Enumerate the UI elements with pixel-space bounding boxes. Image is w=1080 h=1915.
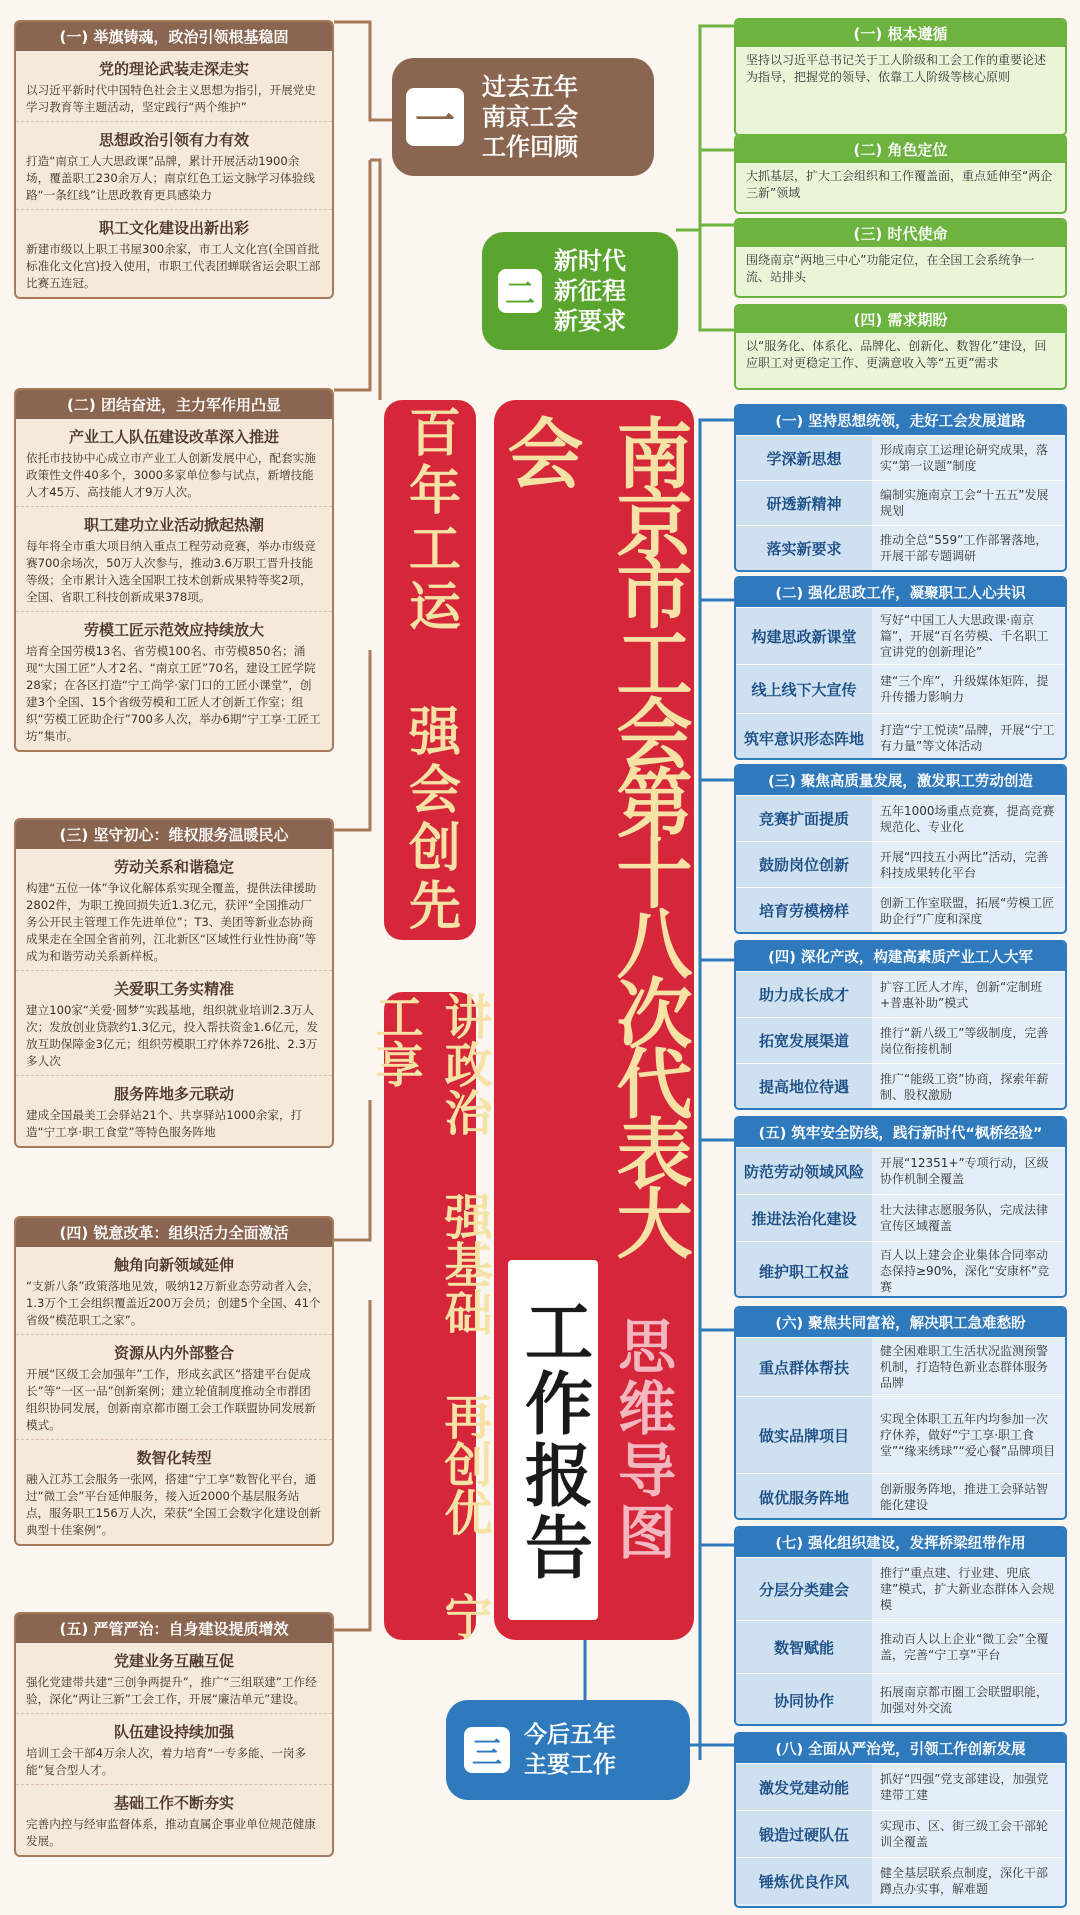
row-value: 壮大法律志愿服务队，完成法律宣传区域覆盖 xyxy=(880,1203,1049,1233)
section-body: 培训工会干部4万余人次，着力培育“一专多能、一岗多能”复合型人才。 xyxy=(26,1746,307,1777)
row-value: 拓展南京都市圈工会联盟职能，加强对外交流 xyxy=(880,1685,1049,1715)
row-value: 推动全总“559”工作部署落地，开展干部专题调研 xyxy=(880,533,1048,563)
left-panel-1-section-2 xyxy=(16,122,332,210)
green-panel-1 xyxy=(734,18,1067,136)
row-key: 助力成长成才 xyxy=(736,972,872,1017)
row-key: 落实新要求 xyxy=(736,526,872,570)
row-value: 五年1000场重点竞赛，提高竞赛规范化、专业化 xyxy=(880,803,1055,834)
mindmap-label: 思维导图 xyxy=(608,1316,676,1564)
row-key: 研透新精神 xyxy=(736,481,872,525)
left-panel-4-section-1 xyxy=(16,1247,332,1335)
row-value: 建“三个库”，升级媒体矩阵，提升传播力影响力 xyxy=(880,674,1049,704)
report-label: 工作报告 xyxy=(508,1260,598,1620)
row-value: 推广“能级工资”协商，探索年薪制、股权激励 xyxy=(880,1071,1049,1102)
left-panel-2 xyxy=(14,388,334,752)
row-key: 学深新思想 xyxy=(736,436,872,480)
node-two-badge: 二 xyxy=(498,269,542,313)
section-title: 服务阵地多元联动 xyxy=(113,1085,234,1103)
section-body: 以习近平新时代中国特色社会主义思想为指引，开展党史学习教育等主题活动，坚定践行“两个维护” xyxy=(26,83,316,114)
blue-panel-row xyxy=(736,1673,1065,1726)
row-key: 激发党建动能 xyxy=(736,1764,872,1810)
section-body: 培育全国劳模13名、省劳模100名、市劳模850名；涌现“大国工匠”人才2名、“南京工匠”70名，建设工匠学院28家；在各区打造“宁工尚学·家门口的工匠小课堂”，创建3个全国、15个省级劳模和工匠人才创新工作室；组织“劳模工匠助企行”700多人次，举办6期“宁工享·工匠工坊”集市。 xyxy=(26,644,321,743)
row-key: 拓宽发展渠道 xyxy=(736,1018,872,1063)
blue-panel-row xyxy=(736,1396,1065,1473)
green-panel-3-heading: (三) 时代使命 xyxy=(736,220,1065,247)
section-title: 资源从内外部整合 xyxy=(113,1344,234,1362)
node-two-line-2: 新征程 xyxy=(554,277,626,305)
section-title: 触角向新领域延伸 xyxy=(113,1256,234,1274)
blue-panel-row xyxy=(736,1857,1065,1904)
blue-panel-row xyxy=(736,1473,1065,1520)
section-title: 数智化转型 xyxy=(136,1449,212,1467)
row-key: 提高地位待遇 xyxy=(736,1064,872,1109)
section-title: 党的理论武装走深走实 xyxy=(98,60,249,78)
section-body: 融入江苏工会服务一张网，搭建“宁工享”数智化平台，通过“微工会”平台延伸服务，接入近2000个基层服务站点，服务职工156万人次，荣获“全国工会数字化建设创新典型十佳案例”。 xyxy=(26,1472,321,1537)
blue-panel-row xyxy=(736,1337,1065,1396)
left-panel-3-heading: (三) 坚守初心：维权服务温暖民心 xyxy=(16,820,332,849)
main-title: 南京市工会第十八次代表大会 xyxy=(495,414,693,1254)
section-title: 职工建功立业活动掀起热潮 xyxy=(83,516,264,534)
row-key: 培育劳模榜样 xyxy=(736,888,872,933)
blue-panel-row xyxy=(736,1017,1065,1063)
node-three-line-2: 主要工作 xyxy=(524,1752,616,1778)
main-title-block xyxy=(494,400,694,1640)
blue-panel-row xyxy=(736,1063,1065,1109)
node-one-badge: 一 xyxy=(406,88,464,146)
section-title: 思想政治引领有力有效 xyxy=(98,131,249,149)
node-one-line-2: 南京工会 xyxy=(482,103,578,131)
row-value: 实现全体职工五年内均参加一次疗休养，做好“宁工享·职工食堂”“缘来绣球”“爱心餐”品牌项目 xyxy=(880,1412,1056,1458)
green-panel-2 xyxy=(734,134,1067,214)
node-two-line-1: 新时代 xyxy=(554,247,626,275)
blue-panel-row xyxy=(736,1810,1065,1857)
section-title: 劳动关系和谐稳定 xyxy=(113,858,234,876)
node-two-line-3: 新要求 xyxy=(554,307,626,335)
section-body: 依托市技协中心成立市产业工人创新发展中心，配套实施政策性文件40多个，3000多家单位参与试点，新增技能人才45万、高技能人才9万人次。 xyxy=(26,451,316,499)
section-title: 党建业务互融互促 xyxy=(113,1652,234,1670)
blue-panel-4-heading: (四) 深化产改，构建高素质产业工人大军 xyxy=(736,942,1065,971)
slogan-one: 百年工运 强会创先 xyxy=(384,400,476,940)
left-panel-2-section-3 xyxy=(16,612,332,750)
left-panel-5 xyxy=(14,1612,334,1857)
left-panel-3-section-2 xyxy=(16,971,332,1076)
green-panel-4-body: 以“服务化、体系化、品牌化、创新化、数智化”建设，回应职工对更稳定工作、更满意收入等“五更”需求 xyxy=(746,339,1047,370)
row-value: 推动百人以上企业“微工会”全覆盖，完善“宁工享”平台 xyxy=(880,1632,1049,1662)
row-value: 实现市、区、街三级工会干部轮训全覆盖 xyxy=(880,1819,1049,1849)
row-value: 扩容工匠人才库，创新“定制班+普惠补助”模式 xyxy=(880,979,1043,1010)
blue-panel-row xyxy=(736,664,1065,713)
blue-panel-1-heading: (一) 坚持思想统领，走好工会发展道路 xyxy=(736,406,1065,435)
row-key: 维护职工权益 xyxy=(736,1242,872,1298)
section-body: 构建“五位一体”争议化解体系实现全覆盖，提供法律援助2802件，为职工挽回损失近1.3亿元，获评“全国推动厂务公开民主管理工作先进单位”；T3、美团等新业态协商成果走在全国全省前列，江北新区“区域性行业性协商”等成为和谐劳动关系新样板。 xyxy=(26,881,317,963)
node-one-line-1: 过去五年 xyxy=(482,73,578,101)
blue-panel-3 xyxy=(734,764,1067,934)
blue-panel-5 xyxy=(734,1116,1067,1298)
blue-panel-row xyxy=(736,887,1065,933)
slogan-two: 讲政治 强基础 再创优 宁工享 xyxy=(367,992,492,1640)
blue-panel-row xyxy=(736,1147,1065,1194)
section-title: 队伍建设持续加强 xyxy=(113,1723,234,1741)
section-title: 基础工作不断夯实 xyxy=(113,1794,234,1812)
blue-panel-3-heading: (三) 聚焦高质量发展，激发职工劳动创造 xyxy=(736,766,1065,795)
left-panel-5-section-3 xyxy=(16,1785,332,1855)
row-value: 编制实施南京工会“十五五”发展规划 xyxy=(880,488,1049,518)
left-panel-4-heading: (四) 锐意改革：组织活力全面激活 xyxy=(16,1218,332,1247)
blue-panel-row xyxy=(736,713,1065,760)
node-three-line-1: 今后五年 xyxy=(524,1722,616,1748)
blue-panel-4 xyxy=(734,940,1067,1110)
row-key: 协同协作 xyxy=(736,1674,872,1726)
blue-panel-6-heading: (六) 聚焦共同富裕，解决职工急难愁盼 xyxy=(736,1308,1065,1337)
left-panel-3-section-1 xyxy=(16,849,332,971)
left-panel-3-section-3 xyxy=(16,1076,332,1146)
left-panel-3 xyxy=(14,818,334,1148)
row-key: 构建思政新课堂 xyxy=(736,608,872,664)
row-value: 创新服务阵地，推进工会驿站智能化建设 xyxy=(880,1482,1049,1512)
left-panel-5-heading: (五) 严管严治：自身建设提质增效 xyxy=(16,1614,332,1643)
row-key: 数智赋能 xyxy=(736,1621,872,1673)
row-key: 分层分类建会 xyxy=(736,1558,872,1620)
section-body: 开展“区级工会加强年”工作，形成玄武区“搭建平台促成长”等“一区一品”创新案例；建立轮值制度推动全市群团组织协同发展，创新南京都市圈工会工作联盟协同发展新模式。 xyxy=(26,1367,316,1432)
green-panel-2-heading: (二) 角色定位 xyxy=(736,136,1065,163)
node-three-badge: 三 xyxy=(464,1727,510,1773)
blue-panel-8 xyxy=(734,1732,1067,1908)
section-body: 打造“南京工人大思政课”品牌，累计开展活动1900余场，覆盖职工230余万人；南京红色工运文脉学习体验线路“一条红线”让思政教育更具感染力 xyxy=(26,154,315,202)
node-two-label xyxy=(554,246,626,336)
row-key: 筑牢意识形态阵地 xyxy=(736,714,872,760)
blue-panel-row xyxy=(736,1194,1065,1241)
row-value: 开展“四技五小两比”活动，完善科技成果转化平台 xyxy=(880,849,1049,880)
node-three-label xyxy=(524,1720,616,1780)
green-panel-4 xyxy=(734,304,1067,390)
section-body: “支新八条”政策落地见效，吸纳12万新业态劳动者入会，1.3万个工会组织覆盖近200万会员；创建5个全国、41个省级“模范职工之家”。 xyxy=(26,1279,321,1327)
blue-panel-row xyxy=(736,607,1065,664)
blue-panel-row xyxy=(736,1620,1065,1673)
blue-panel-row xyxy=(736,525,1065,570)
green-panel-3 xyxy=(734,218,1067,298)
blue-panel-row xyxy=(736,971,1065,1017)
row-key: 竞赛扩面提质 xyxy=(736,796,872,841)
row-value: 抓好“四强”党支部建设，加强党建带工建 xyxy=(880,1772,1049,1802)
section-body: 建成全国最美工会驿站21个、共享驿站1000余家，打造“宁工享·职工食堂”等特色服务阵地 xyxy=(26,1108,303,1139)
row-value: 开展“12351+”专项行动，区级协作机制全覆盖 xyxy=(880,1156,1049,1186)
left-panel-1-section-1 xyxy=(16,51,332,122)
row-value: 百人以上建会企业集体合同率动态保持≥90%，深化“安康杯”竞赛 xyxy=(880,1248,1050,1294)
row-key: 重点群体帮扶 xyxy=(736,1338,872,1396)
blue-panel-8-heading: (八) 全面从严治党，引领工作创新发展 xyxy=(736,1734,1065,1763)
blue-panel-row xyxy=(736,480,1065,525)
section-body: 完善内控与经审监督体系，推动直属企事业单位规范健康发展。 xyxy=(26,1817,316,1848)
row-key: 锻造过硬队伍 xyxy=(736,1811,872,1857)
blue-panel-1 xyxy=(734,404,1067,572)
blue-panel-5-heading: (五) 筑牢安全防线，践行新时代“枫桥经验” xyxy=(736,1118,1065,1147)
node-next-five-years xyxy=(446,1700,690,1800)
row-value: 健全基层联系点制度，深化干部蹲点办实事，解难题 xyxy=(880,1866,1049,1896)
blue-panel-row xyxy=(736,795,1065,841)
node-new-era xyxy=(482,232,678,350)
row-key: 线上线下大宣传 xyxy=(736,665,872,713)
blue-panel-7 xyxy=(734,1526,1067,1726)
row-key: 做实品牌项目 xyxy=(736,1397,872,1473)
section-title: 产业工人队伍建设改革深入推进 xyxy=(68,428,279,446)
section-body: 每年将全市重大项目纳入重点工程劳动竞赛，举办市级竞赛700余场次，50万人次参与，推动3.6万职工晋升技能等级；全市累计入选全国职工技术创新成果特等奖2项，全国、省职工科技创新成果378项。 xyxy=(26,539,316,604)
row-value: 形成南京工运理论研究成果，落实“第一议题”制度 xyxy=(880,443,1049,473)
left-panel-5-section-2 xyxy=(16,1714,332,1785)
blue-panel-row xyxy=(736,841,1065,887)
section-title: 劳模工匠示范效应持续放大 xyxy=(83,621,264,639)
section-body: 新建市级以上职工书屋300余家，市工人文化宫(全国首批标准化文化宫)投入使用，市职工代表团蝉联省运会职工部比赛五连冠。 xyxy=(26,242,321,290)
row-value: 推行“重点建、行业建、兜底建”模式，扩大新业态群体入会规模 xyxy=(880,1566,1055,1612)
section-body: 强化党建带共建“三创争两提升”，推广“三组联建”工作经验，深化“两让三新”工会工作，开展“廉洁单元”建设。 xyxy=(26,1675,317,1706)
blue-panel-row xyxy=(736,1557,1065,1620)
green-panel-4-heading: (四) 需求期盼 xyxy=(736,306,1065,333)
blue-panel-2 xyxy=(734,576,1067,760)
blue-panel-row xyxy=(736,1763,1065,1810)
left-panel-5-section-1 xyxy=(16,1643,332,1714)
left-panel-2-heading: (二) 团结奋进，主力军作用凸显 xyxy=(16,390,332,419)
left-panel-1-section-3 xyxy=(16,210,332,297)
left-panel-1 xyxy=(14,20,334,299)
left-panel-1-heading: (一) 举旗铸魂，政治引领根基稳固 xyxy=(16,22,332,51)
row-key: 推进法治化建设 xyxy=(736,1195,872,1241)
row-key: 鼓励岗位创新 xyxy=(736,842,872,887)
row-value: 健全困难职工生活状况监测预警机制，打造特色新业态群体服务品牌 xyxy=(880,1344,1049,1390)
green-panel-2-body: 大抓基层，扩大工会组织和工作覆盖面，重点延伸至“两企三新”领域 xyxy=(746,169,1053,200)
left-panel-4 xyxy=(14,1216,334,1546)
blue-panel-7-heading: (七) 强化组织建设，发挥桥梁纽带作用 xyxy=(736,1528,1065,1557)
green-panel-1-heading: (一) 根本遵循 xyxy=(736,20,1065,47)
section-title: 职工文化建设出新出彩 xyxy=(98,219,249,237)
section-body: 建立100家“关爱·圆梦”实践基地，组织就业培训2.3万人次；发放创业贷款约1.3亿元，投入帮扶资金1.6亿元，发放互助保障金3亿元；组织劳模职工疗休养726批、2.3万多人次 xyxy=(26,1003,318,1068)
blue-panel-row xyxy=(736,435,1065,480)
left-panel-2-section-1 xyxy=(16,419,332,507)
green-panel-1-body: 坚持以习近平总书记关于工人阶级和工会工作的重要论述为指导，把握党的领导、依靠工人阶级等核心原则 xyxy=(746,53,1047,84)
node-one-line-3: 工作回顾 xyxy=(482,133,578,161)
blue-panel-6 xyxy=(734,1306,1067,1520)
left-panel-4-section-2 xyxy=(16,1335,332,1440)
row-key: 做优服务阵地 xyxy=(736,1474,872,1520)
row-key: 防范劳动领域风险 xyxy=(736,1148,872,1194)
left-panel-4-section-3 xyxy=(16,1440,332,1544)
left-panel-2-section-2 xyxy=(16,507,332,612)
section-title: 关爱职工务实精准 xyxy=(113,980,234,998)
row-value: 打造“宁工悦读”品牌，开展“宁工有力量”等文体活动 xyxy=(880,723,1055,753)
row-value: 推行“新八级工”等级制度，完善岗位衔接机制 xyxy=(880,1025,1049,1056)
row-value: 写好“中国工人大思政课·南京篇”，开展“百名劳模、千名职工宣讲党的创新理论” xyxy=(880,613,1049,659)
row-key: 锤炼优良作风 xyxy=(736,1858,872,1904)
node-one-label xyxy=(482,72,578,162)
row-value: 创新工作室联盟，拓展“劳模工匠助企行”广度和深度 xyxy=(880,895,1055,926)
blue-panel-2-heading: (二) 强化思政工作，凝聚职工人心共识 xyxy=(736,578,1065,607)
blue-panel-row xyxy=(736,1241,1065,1298)
node-past-five-years xyxy=(392,58,654,176)
green-panel-3-body: 围绕南京“两地三中心”功能定位，在全国工会系统争一流、站排头 xyxy=(746,253,1035,284)
